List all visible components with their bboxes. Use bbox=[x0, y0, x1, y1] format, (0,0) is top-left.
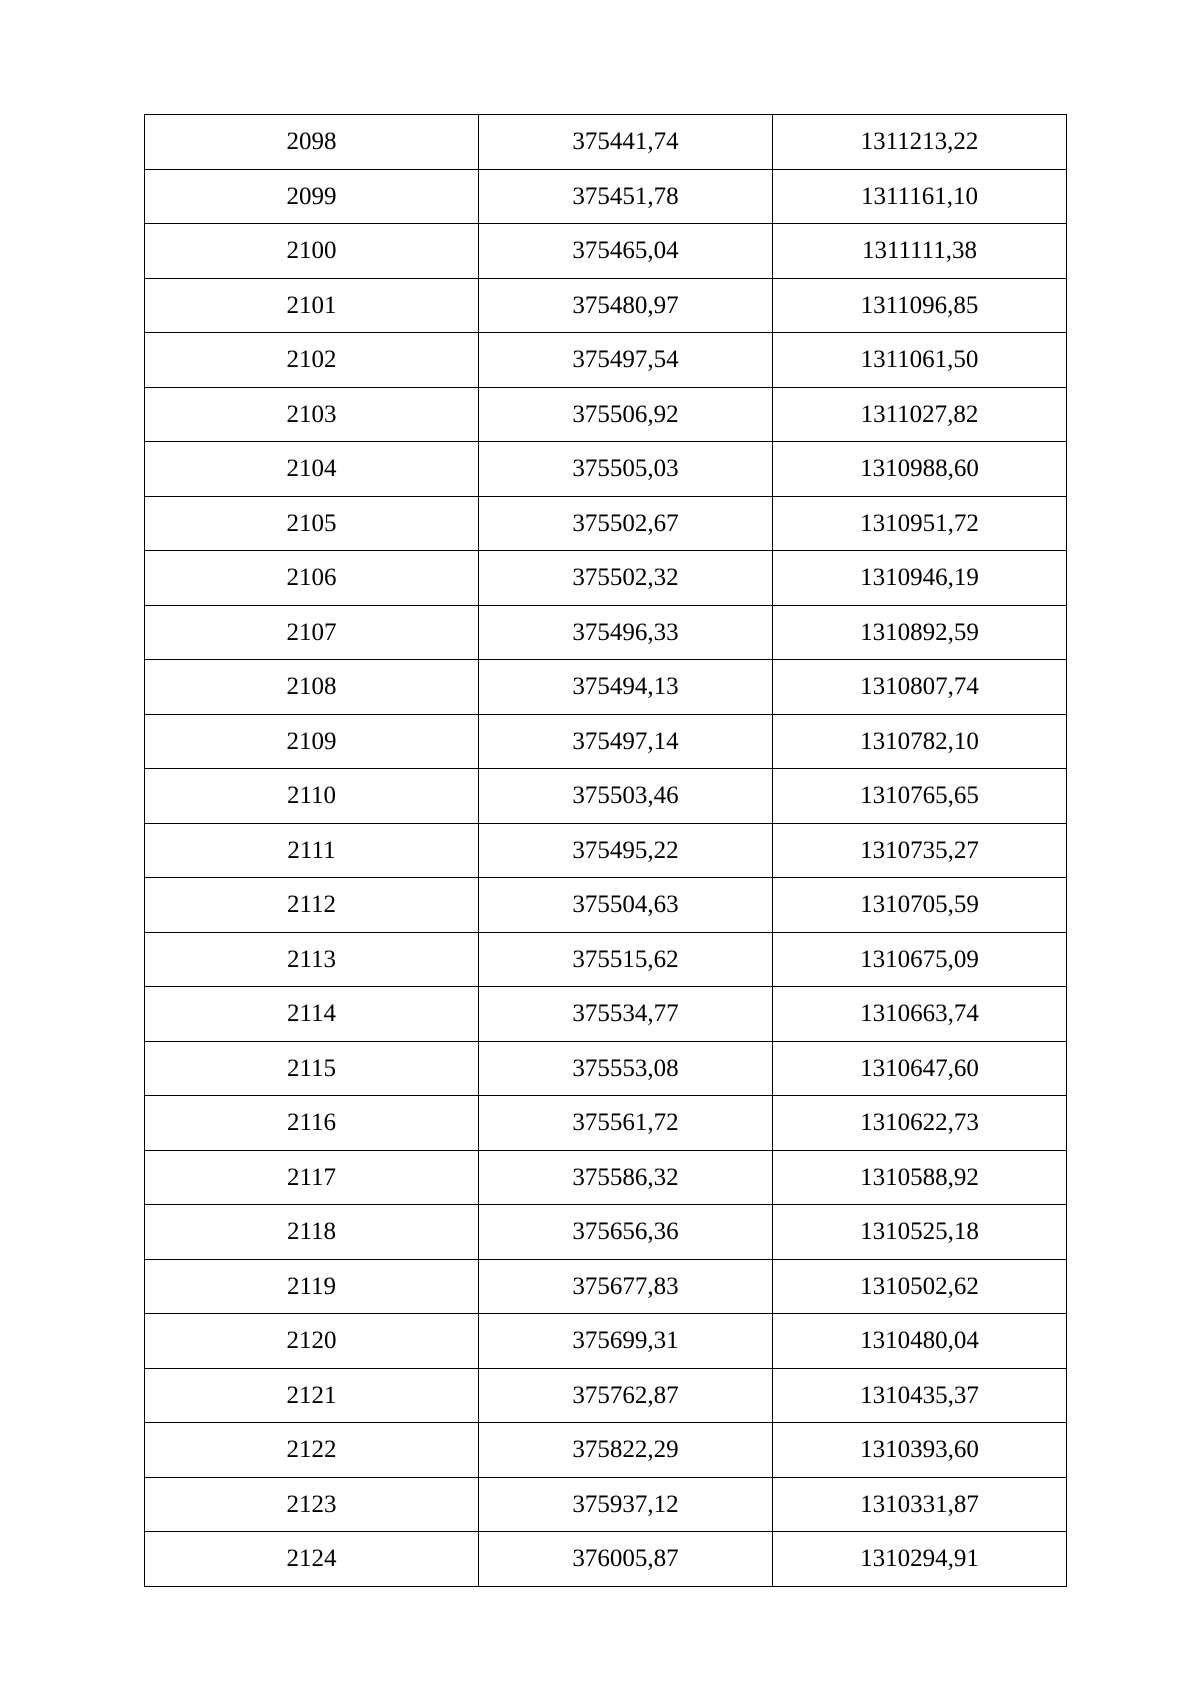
x-coordinate-cell: 375503,46 bbox=[479, 769, 773, 824]
x-coordinate-cell: 375553,08 bbox=[479, 1041, 773, 1096]
y-coordinate-cell: 1310946,19 bbox=[773, 551, 1067, 606]
y-coordinate-cell: 1310988,60 bbox=[773, 442, 1067, 497]
x-coordinate-cell: 375502,32 bbox=[479, 551, 773, 606]
x-coordinate-cell: 375505,03 bbox=[479, 442, 773, 497]
y-coordinate-cell: 1310435,37 bbox=[773, 1368, 1067, 1423]
y-coordinate-cell: 1311061,50 bbox=[773, 333, 1067, 388]
x-coordinate-cell: 375506,92 bbox=[479, 387, 773, 442]
table-row bbox=[145, 878, 1067, 933]
point-number-cell: 2111 bbox=[145, 823, 479, 878]
x-coordinate-cell: 375497,54 bbox=[479, 333, 773, 388]
y-coordinate-cell: 1310331,87 bbox=[773, 1477, 1067, 1532]
x-coordinate-cell: 375822,29 bbox=[479, 1423, 773, 1478]
x-coordinate-cell: 375496,33 bbox=[479, 605, 773, 660]
y-coordinate-cell: 1310393,60 bbox=[773, 1423, 1067, 1478]
table-row bbox=[145, 496, 1067, 551]
table-row bbox=[145, 769, 1067, 824]
table-row bbox=[145, 1423, 1067, 1478]
point-number-cell: 2110 bbox=[145, 769, 479, 824]
y-coordinate-cell: 1310502,62 bbox=[773, 1259, 1067, 1314]
x-coordinate-cell: 375677,83 bbox=[479, 1259, 773, 1314]
table-row bbox=[145, 1314, 1067, 1369]
point-number-cell: 2108 bbox=[145, 660, 479, 715]
y-coordinate-cell: 1310735,27 bbox=[773, 823, 1067, 878]
table-row bbox=[145, 660, 1067, 715]
y-coordinate-cell: 1310525,18 bbox=[773, 1205, 1067, 1260]
point-number-cell: 2102 bbox=[145, 333, 479, 388]
table-row bbox=[145, 551, 1067, 606]
point-number-cell: 2105 bbox=[145, 496, 479, 551]
y-coordinate-cell: 1311161,10 bbox=[773, 169, 1067, 224]
y-coordinate-cell: 1310294,91 bbox=[773, 1532, 1067, 1587]
y-coordinate-cell: 1310951,72 bbox=[773, 496, 1067, 551]
point-number-cell: 2124 bbox=[145, 1532, 479, 1587]
point-number-cell: 2109 bbox=[145, 714, 479, 769]
x-coordinate-cell: 376005,87 bbox=[479, 1532, 773, 1587]
coordinates-table bbox=[144, 114, 1067, 1587]
y-coordinate-cell: 1310782,10 bbox=[773, 714, 1067, 769]
table-row bbox=[145, 823, 1067, 878]
x-coordinate-cell: 375561,72 bbox=[479, 1096, 773, 1151]
x-coordinate-cell: 375502,67 bbox=[479, 496, 773, 551]
y-coordinate-cell: 1310705,59 bbox=[773, 878, 1067, 933]
point-number-cell: 2099 bbox=[145, 169, 479, 224]
point-number-cell: 2098 bbox=[145, 115, 479, 170]
x-coordinate-cell: 375534,77 bbox=[479, 987, 773, 1042]
point-number-cell: 2119 bbox=[145, 1259, 479, 1314]
x-coordinate-cell: 375504,63 bbox=[479, 878, 773, 933]
y-coordinate-cell: 1310675,09 bbox=[773, 932, 1067, 987]
y-coordinate-cell: 1310765,65 bbox=[773, 769, 1067, 824]
y-coordinate-cell: 1310892,59 bbox=[773, 605, 1067, 660]
table-row bbox=[145, 278, 1067, 333]
table-row bbox=[145, 714, 1067, 769]
x-coordinate-cell: 375495,22 bbox=[479, 823, 773, 878]
point-number-cell: 2100 bbox=[145, 224, 479, 279]
table-row bbox=[145, 442, 1067, 497]
y-coordinate-cell: 1310647,60 bbox=[773, 1041, 1067, 1096]
y-coordinate-cell: 1311027,82 bbox=[773, 387, 1067, 442]
table-row bbox=[145, 115, 1067, 170]
table-row bbox=[145, 169, 1067, 224]
point-number-cell: 2120 bbox=[145, 1314, 479, 1369]
coordinates-table-body bbox=[145, 115, 1067, 1587]
y-coordinate-cell: 1310807,74 bbox=[773, 660, 1067, 715]
y-coordinate-cell: 1310588,92 bbox=[773, 1150, 1067, 1205]
table-row bbox=[145, 1205, 1067, 1260]
point-number-cell: 2112 bbox=[145, 878, 479, 933]
point-number-cell: 2101 bbox=[145, 278, 479, 333]
point-number-cell: 2114 bbox=[145, 987, 479, 1042]
point-number-cell: 2117 bbox=[145, 1150, 479, 1205]
table-row bbox=[145, 1477, 1067, 1532]
table-row bbox=[145, 1096, 1067, 1151]
y-coordinate-cell: 1310480,04 bbox=[773, 1314, 1067, 1369]
point-number-cell: 2116 bbox=[145, 1096, 479, 1151]
point-number-cell: 2104 bbox=[145, 442, 479, 497]
x-coordinate-cell: 375480,97 bbox=[479, 278, 773, 333]
y-coordinate-cell: 1311096,85 bbox=[773, 278, 1067, 333]
table-row bbox=[145, 987, 1067, 1042]
point-number-cell: 2103 bbox=[145, 387, 479, 442]
table-row bbox=[145, 1041, 1067, 1096]
y-coordinate-cell: 1310663,74 bbox=[773, 987, 1067, 1042]
x-coordinate-cell: 375937,12 bbox=[479, 1477, 773, 1532]
x-coordinate-cell: 375762,87 bbox=[479, 1368, 773, 1423]
x-coordinate-cell: 375494,13 bbox=[479, 660, 773, 715]
y-coordinate-cell: 1311213,22 bbox=[773, 115, 1067, 170]
x-coordinate-cell: 375586,32 bbox=[479, 1150, 773, 1205]
x-coordinate-cell: 375656,36 bbox=[479, 1205, 773, 1260]
x-coordinate-cell: 375441,74 bbox=[479, 115, 773, 170]
table-row bbox=[145, 932, 1067, 987]
table-row bbox=[145, 224, 1067, 279]
x-coordinate-cell: 375451,78 bbox=[479, 169, 773, 224]
y-coordinate-cell: 1310622,73 bbox=[773, 1096, 1067, 1151]
x-coordinate-cell: 375699,31 bbox=[479, 1314, 773, 1369]
table-row bbox=[145, 387, 1067, 442]
x-coordinate-cell: 375515,62 bbox=[479, 932, 773, 987]
point-number-cell: 2115 bbox=[145, 1041, 479, 1096]
point-number-cell: 2118 bbox=[145, 1205, 479, 1260]
x-coordinate-cell: 375497,14 bbox=[479, 714, 773, 769]
point-number-cell: 2106 bbox=[145, 551, 479, 606]
point-number-cell: 2113 bbox=[145, 932, 479, 987]
point-number-cell: 2123 bbox=[145, 1477, 479, 1532]
x-coordinate-cell: 375465,04 bbox=[479, 224, 773, 279]
y-coordinate-cell: 1311111,38 bbox=[773, 224, 1067, 279]
table-row bbox=[145, 1532, 1067, 1587]
table-row bbox=[145, 333, 1067, 388]
table-row bbox=[145, 1150, 1067, 1205]
point-number-cell: 2122 bbox=[145, 1423, 479, 1478]
table-row bbox=[145, 605, 1067, 660]
table-row bbox=[145, 1259, 1067, 1314]
point-number-cell: 2107 bbox=[145, 605, 479, 660]
point-number-cell: 2121 bbox=[145, 1368, 479, 1423]
table-row bbox=[145, 1368, 1067, 1423]
